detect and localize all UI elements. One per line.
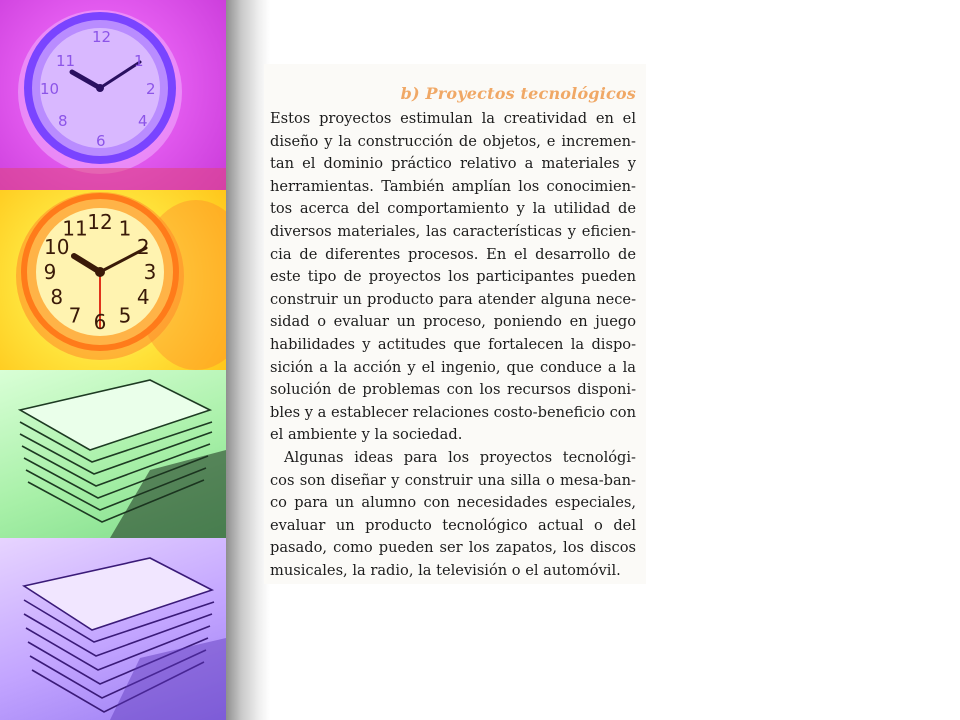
text-line: Estos proyectos estimulan la creatividad en el	[270, 110, 636, 127]
decorative-image-strip	[0, 0, 226, 720]
clock-numeral: 7	[68, 303, 82, 328]
clock-icon	[0, 0, 226, 190]
text-line: sidad o evaluar un proceso, poniendo en juego	[270, 313, 636, 331]
clock-numeral: 1	[118, 216, 132, 241]
svg-text:12: 12	[92, 28, 112, 46]
svg-text:1: 1	[134, 52, 144, 70]
text-line: construir un producto para atender alguna nece-	[270, 290, 636, 308]
text-line: tan el dominio práctico relativo a materiales y	[270, 155, 636, 173]
text-line: bles y a establecer relaciones costo-beneficio con	[270, 403, 636, 421]
text-line: el ambiente y la sociedad.	[270, 426, 463, 444]
text-line: este tipo de proyectos los participantes pueden	[270, 268, 636, 286]
section-heading: b) Proyectos tecnológicos	[400, 84, 636, 103]
clock-numeral: 9	[43, 260, 57, 284]
yellow-clock-panel	[0, 190, 226, 370]
green-paper-panel	[0, 370, 226, 538]
magenta-clock-panel	[0, 0, 226, 190]
violet-paper-panel	[0, 538, 226, 720]
text-line: evaluar un producto tecnológico actual o del	[270, 516, 636, 534]
paper-stack-icon	[0, 538, 226, 720]
clock-numeral: 12	[87, 210, 113, 234]
clock-numeral: 2	[136, 235, 150, 259]
svg-text:8: 8	[58, 112, 68, 130]
text-line: solución de problemas con los recursos disponi-	[270, 381, 636, 399]
text-line: cia de diferentes procesos. En el desarrollo de	[270, 245, 636, 263]
clock-numeral: 10	[43, 235, 70, 259]
clock-numeral: 4	[136, 285, 150, 309]
clock-numeral: 11	[62, 216, 88, 241]
text-line: diversos materiales, las características y eficien-	[270, 222, 636, 240]
paper-stack-icon	[0, 370, 226, 538]
text-line: co para un alumno con necesidades especiales,	[270, 494, 636, 512]
text-line: Algunas ideas para los proyectos tecnológi-	[284, 448, 636, 466]
svg-text:11: 11	[56, 52, 76, 70]
clock-numeral: 3	[143, 260, 157, 284]
svg-text:10: 10	[40, 80, 60, 98]
body-text	[270, 108, 636, 582]
clock-icon	[0, 190, 226, 370]
clock-numeral: 5	[118, 303, 132, 328]
text-line: musicales, la radio, la televisión o el automóvil.	[270, 561, 621, 579]
text-line: pasado, como pueden ser los zapatos, los discos	[270, 539, 636, 557]
text-line: tos acerca del comportamiento y la utilidad de	[270, 200, 636, 218]
text-line: habilidades y actitudes que fortalecen la dispo-	[270, 335, 636, 353]
clock-numeral: 6	[93, 310, 107, 334]
text-line: sición a la acción y el ingenio, que conduce a la	[270, 358, 636, 376]
text-line: diseño y la construcción de objetos, e incremen-	[270, 132, 636, 150]
svg-text:4: 4	[138, 112, 148, 130]
magenta-band	[0, 168, 226, 190]
scanned-text-block	[264, 64, 646, 584]
text-line: herramientas. También amplían los conocimien-	[270, 177, 636, 195]
svg-text:2: 2	[146, 80, 156, 98]
svg-text:6: 6	[96, 132, 106, 150]
clock-numeral: 8	[50, 285, 64, 309]
text-line: cos son diseñar y construir una silla o mesa-ban-	[270, 471, 636, 489]
